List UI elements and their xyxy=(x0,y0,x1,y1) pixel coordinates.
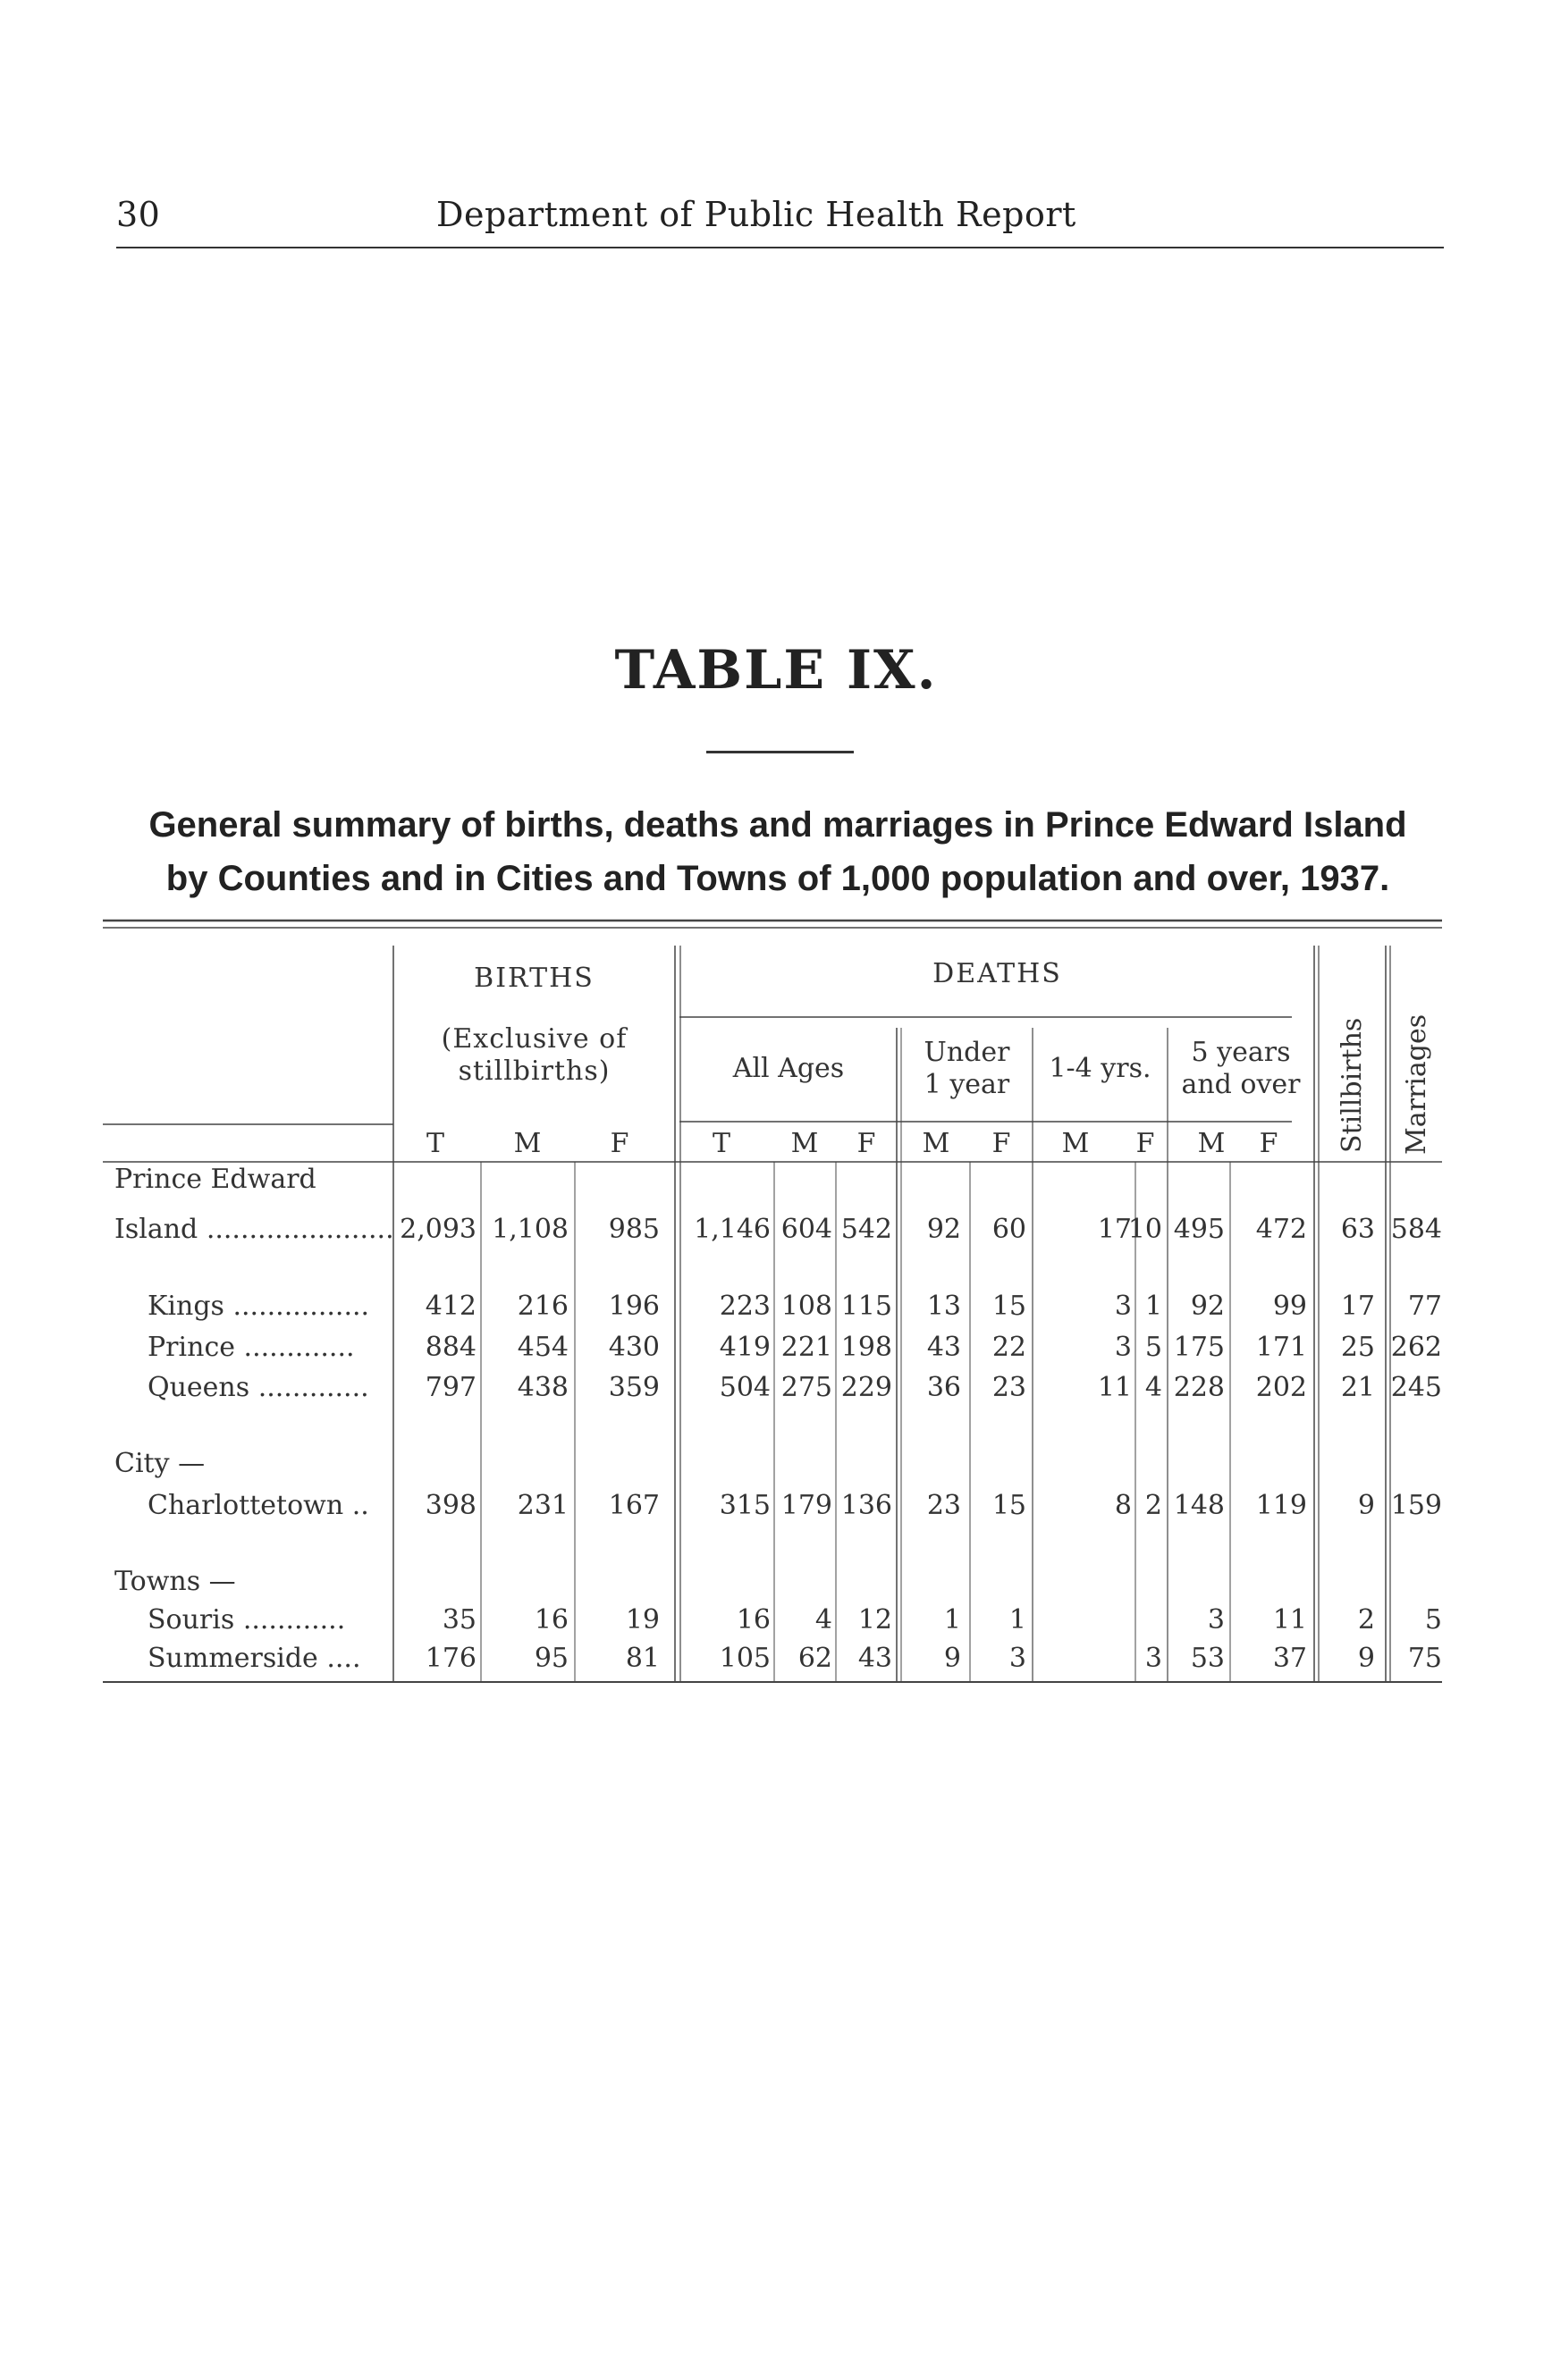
cell-souris-deaths-f: 12 xyxy=(857,1604,892,1636)
cell-queens-age1-4-f: 4 xyxy=(1144,1372,1162,1403)
cell-summerside-births-m: 95 xyxy=(534,1643,569,1674)
cell-prince-births-m: 454 xyxy=(517,1332,569,1363)
cell-summerside-age1-4-f: 3 xyxy=(1144,1643,1162,1674)
cell-prince-age5plus-f: 171 xyxy=(1255,1332,1307,1363)
cell-queens-under1-m: 36 xyxy=(926,1372,961,1403)
header-under-1-line2: 1 year xyxy=(924,1069,1010,1100)
cell-queens-deaths-t: 504 xyxy=(719,1372,771,1403)
cell-charlottetown-deaths-f: 136 xyxy=(840,1490,892,1521)
leader-dots: ............. xyxy=(257,1372,369,1403)
subheader-1-4-m: M xyxy=(1061,1128,1090,1159)
cell-kings-stillbirths: 17 xyxy=(1340,1291,1375,1322)
page-number: 30 xyxy=(116,195,161,234)
cell-souris-under1-f: 1 xyxy=(1008,1604,1026,1636)
cell-prince-stillbirths: 25 xyxy=(1340,1332,1375,1363)
cell-charlottetown-age5plus-m: 148 xyxy=(1173,1490,1225,1521)
header-under-1-line1: Under xyxy=(924,1037,1010,1068)
subheader-under1-f: F xyxy=(991,1128,1011,1159)
leader-dots: .. xyxy=(351,1490,369,1521)
cell-souris-deaths-m: 4 xyxy=(814,1604,832,1636)
row-label-kings xyxy=(148,1291,369,1323)
cell-queens-births-t: 797 xyxy=(425,1372,477,1403)
cell-charlottetown-age1-4-f: 2 xyxy=(1144,1490,1162,1521)
cell-queens-stillbirths: 21 xyxy=(1340,1372,1375,1403)
cell-souris-stillbirths: 2 xyxy=(1357,1604,1375,1636)
cell-pei-births-m: 1,108 xyxy=(492,1214,569,1245)
cell-souris-births-f: 19 xyxy=(625,1604,660,1636)
cell-pei-age1-4-m: 17 xyxy=(1097,1214,1132,1245)
header-births-note-1: (Exclusive of xyxy=(441,1023,628,1055)
cell-prince-births-f: 430 xyxy=(608,1332,660,1363)
caption-line-1: General summary of births, deaths and marriages in Prince Edward Island xyxy=(148,805,1407,845)
row-label-text: Prince xyxy=(148,1332,235,1363)
cell-charlottetown-births-t: 398 xyxy=(425,1490,477,1521)
cell-kings-marriages: 77 xyxy=(1407,1291,1442,1322)
row-label-text: Kings xyxy=(148,1291,224,1322)
caption-line-2: by Counties and in Cities and Towns of 1,000 population and over, 1937. xyxy=(165,859,1390,898)
cell-charlottetown-births-m: 231 xyxy=(517,1490,569,1521)
cell-charlottetown-age1-4-m: 8 xyxy=(1114,1490,1132,1521)
cell-charlottetown-under1-f: 15 xyxy=(991,1490,1026,1521)
cell-charlottetown-under1-m: 23 xyxy=(926,1490,961,1521)
cell-charlottetown-stillbirths: 9 xyxy=(1357,1490,1375,1521)
header-deaths: DEATHS xyxy=(932,958,1062,989)
leader-dots: ...................... xyxy=(206,1214,394,1245)
subheader-births-f: F xyxy=(610,1128,629,1159)
cell-kings-under1-m: 13 xyxy=(926,1291,961,1322)
cell-prince-age1-4-m: 3 xyxy=(1114,1332,1132,1363)
leader-dots: ................ xyxy=(232,1291,370,1322)
subheader-births-t: T xyxy=(426,1128,444,1159)
cell-prince-deaths-f: 198 xyxy=(840,1332,892,1363)
cell-queens-births-m: 438 xyxy=(517,1372,569,1403)
cell-souris-deaths-t: 16 xyxy=(736,1604,771,1636)
cell-pei-age5plus-m: 495 xyxy=(1173,1214,1225,1245)
header-5-years-line1: 5 years xyxy=(1191,1037,1291,1068)
cell-kings-age1-4-m: 3 xyxy=(1114,1291,1132,1322)
cell-pei-deaths-f: 542 xyxy=(840,1214,892,1245)
row-label-charlottetown xyxy=(148,1490,369,1522)
row-label-summerside xyxy=(148,1643,361,1675)
group-label-towns: Towns — xyxy=(114,1566,236,1597)
subheader-deaths-m: M xyxy=(790,1128,819,1159)
cell-charlottetown-deaths-m: 179 xyxy=(780,1490,832,1521)
leader-dots: ............ xyxy=(242,1604,346,1636)
leader-dots: .... xyxy=(326,1643,361,1674)
cell-summerside-under1-f: 3 xyxy=(1008,1643,1026,1674)
cell-charlottetown-age5plus-f: 119 xyxy=(1255,1490,1307,1521)
header-5-years-line2: and over xyxy=(1181,1069,1301,1100)
cell-charlottetown-marriages: 159 xyxy=(1390,1490,1442,1521)
header-stillbirths: Stillbirths xyxy=(1337,1017,1368,1153)
group-label-city: City — xyxy=(114,1448,206,1479)
cell-pei-births-t: 2,093 xyxy=(400,1214,477,1245)
running-title: Department of Public Health Report xyxy=(436,195,1076,234)
cell-prince-under1-f: 22 xyxy=(991,1332,1026,1363)
cell-souris-age5plus-f: 11 xyxy=(1272,1604,1307,1636)
cell-pei-age5plus-f: 472 xyxy=(1255,1214,1307,1245)
subheader-5plus-m: M xyxy=(1197,1128,1226,1159)
cell-pei-under1-m: 92 xyxy=(926,1214,961,1245)
subheader-5plus-f: F xyxy=(1259,1128,1278,1159)
cell-queens-age5plus-f: 202 xyxy=(1255,1372,1307,1403)
cell-kings-births-t: 412 xyxy=(425,1291,477,1322)
cell-kings-births-f: 196 xyxy=(608,1291,660,1322)
cell-queens-births-f: 359 xyxy=(608,1372,660,1403)
cell-summerside-marriages: 75 xyxy=(1407,1643,1442,1674)
cell-queens-under1-f: 23 xyxy=(991,1372,1026,1403)
cell-summerside-under1-m: 9 xyxy=(943,1643,961,1674)
cell-prince-age1-4-f: 5 xyxy=(1144,1332,1162,1363)
cell-charlottetown-births-f: 167 xyxy=(608,1490,660,1521)
row-label-text: Souris xyxy=(148,1604,235,1636)
cell-prince-marriages: 262 xyxy=(1390,1332,1442,1363)
cell-prince-age5plus-m: 175 xyxy=(1173,1332,1225,1363)
cell-kings-deaths-t: 223 xyxy=(719,1291,771,1322)
row-label-queens xyxy=(148,1372,369,1404)
subheader-deaths-t: T xyxy=(712,1128,730,1159)
cell-queens-age1-4-m: 11 xyxy=(1097,1372,1132,1403)
cell-charlottetown-deaths-t: 315 xyxy=(719,1490,771,1521)
cell-summerside-stillbirths: 9 xyxy=(1357,1643,1375,1674)
table-title: TABLE IX. xyxy=(614,639,938,702)
cell-pei-deaths-t: 1,146 xyxy=(694,1214,771,1245)
cell-queens-age5plus-m: 228 xyxy=(1173,1372,1225,1403)
header-1-4-yrs: 1-4 yrs. xyxy=(1049,1053,1151,1084)
cell-prince-deaths-m: 221 xyxy=(780,1332,832,1363)
row-label-text: Summerside xyxy=(148,1643,318,1674)
cell-souris-marriages: 5 xyxy=(1424,1604,1442,1636)
header-births-note-2: stillbirths) xyxy=(458,1055,611,1087)
subheader-deaths-f: F xyxy=(856,1128,876,1159)
cell-pei-stillbirths: 63 xyxy=(1340,1214,1375,1245)
cell-souris-age5plus-m: 3 xyxy=(1207,1604,1225,1636)
cell-pei-marriages: 584 xyxy=(1390,1214,1442,1245)
cell-prince-deaths-t: 419 xyxy=(719,1332,771,1363)
row-label-text: Queens xyxy=(148,1372,250,1403)
leader-dots: ............. xyxy=(243,1332,355,1363)
cell-pei-births-f: 985 xyxy=(608,1214,660,1245)
row-label-text: Island xyxy=(114,1214,198,1245)
header-all-ages: All Ages xyxy=(732,1053,845,1084)
cell-kings-age5plus-m: 92 xyxy=(1190,1291,1225,1322)
cell-kings-deaths-f: 115 xyxy=(840,1291,892,1322)
header-marriages: Marriages xyxy=(1401,1013,1432,1155)
cell-kings-births-m: 216 xyxy=(517,1291,569,1322)
cell-souris-births-t: 35 xyxy=(442,1604,477,1636)
subheader-births-m: M xyxy=(513,1128,542,1159)
cell-souris-under1-m: 1 xyxy=(943,1604,961,1636)
cell-queens-marriages: 245 xyxy=(1390,1372,1442,1403)
row-label-pei-line1: Prince Edward xyxy=(114,1164,316,1195)
cell-summerside-births-f: 81 xyxy=(625,1643,660,1674)
cell-pei-under1-f: 60 xyxy=(991,1214,1026,1245)
cell-summerside-deaths-f: 43 xyxy=(857,1643,892,1674)
cell-queens-deaths-m: 275 xyxy=(780,1372,832,1403)
cell-pei-age1-4-f: 10 xyxy=(1127,1214,1162,1245)
cell-summerside-age5plus-f: 37 xyxy=(1272,1643,1307,1674)
header-births: BIRTHS xyxy=(474,963,595,994)
row-label-text: Charlottetown xyxy=(148,1490,344,1521)
cell-kings-age1-4-f: 1 xyxy=(1144,1291,1162,1322)
cell-kings-age5plus-f: 99 xyxy=(1272,1291,1307,1322)
row-label-souris xyxy=(148,1604,345,1636)
cell-summerside-age5plus-m: 53 xyxy=(1190,1643,1225,1674)
row-label-prince xyxy=(148,1332,355,1364)
cell-souris-births-m: 16 xyxy=(534,1604,569,1636)
cell-queens-deaths-f: 229 xyxy=(840,1372,892,1403)
subheader-under1-m: M xyxy=(922,1128,950,1159)
cell-prince-births-t: 884 xyxy=(425,1332,477,1363)
cell-summerside-births-t: 176 xyxy=(425,1643,477,1674)
cell-kings-under1-f: 15 xyxy=(991,1291,1026,1322)
cell-kings-deaths-m: 108 xyxy=(780,1291,832,1322)
cell-prince-under1-m: 43 xyxy=(926,1332,961,1363)
cell-summerside-deaths-m: 62 xyxy=(797,1643,832,1674)
cell-pei-deaths-m: 604 xyxy=(780,1214,832,1245)
subheader-1-4-f: F xyxy=(1135,1128,1155,1159)
cell-summerside-deaths-t: 105 xyxy=(719,1643,771,1674)
